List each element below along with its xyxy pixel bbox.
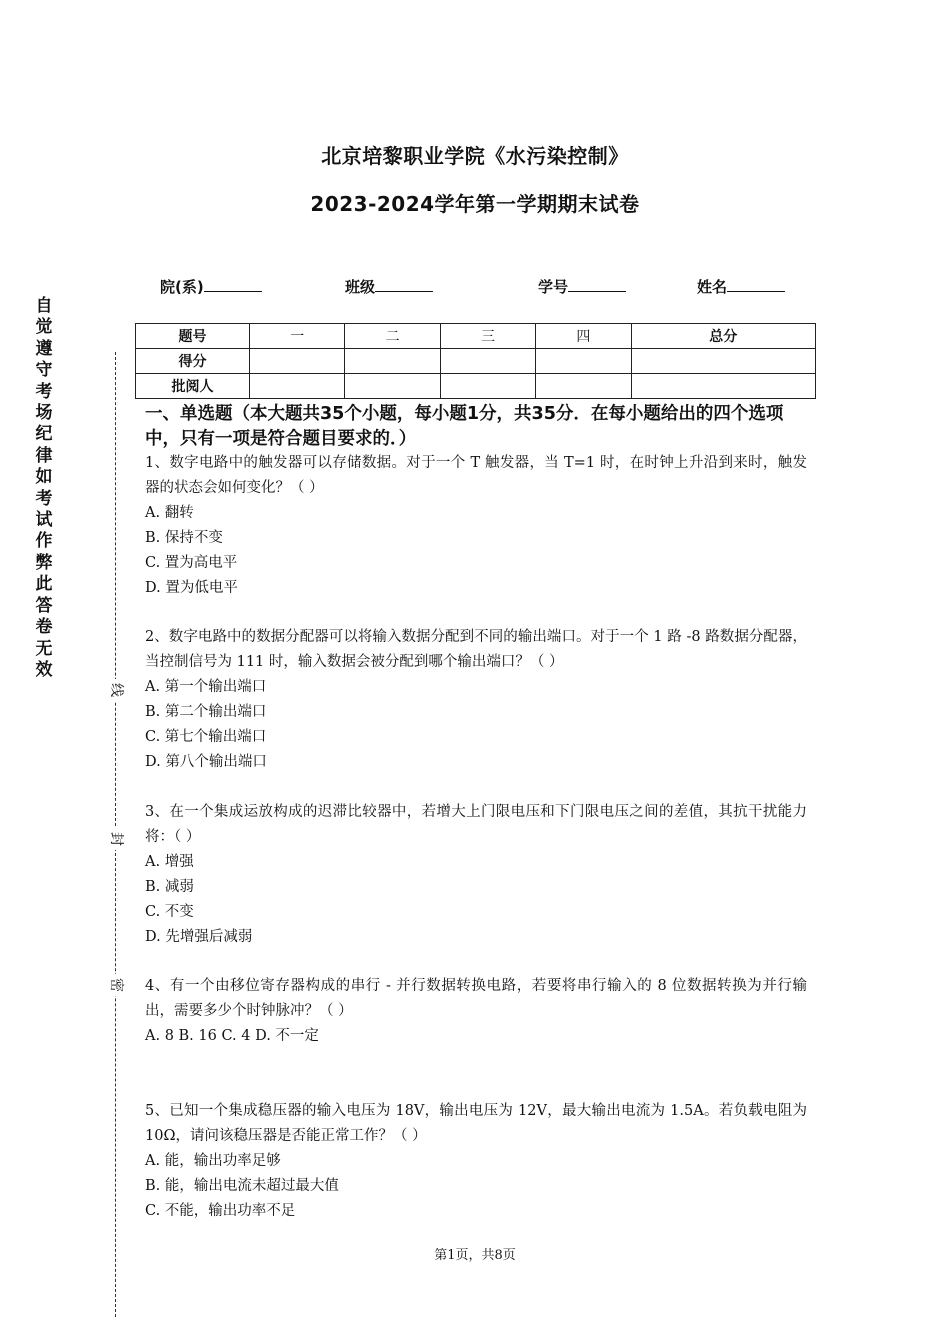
- option-b[interactable]: B. 保持不变: [145, 530, 223, 546]
- question-stem: 4、有一个由移位寄存器构成的串行 - 并行数据转换电路，若要将串行输入的 8 位数据转换为并行输出，需要多少个时钟脉冲？（ ）: [145, 978, 807, 1019]
- option-a[interactable]: A. 第一个输出端口: [145, 679, 267, 695]
- score-table-header-cell: 二: [345, 324, 440, 349]
- dept-field: [160, 276, 262, 297]
- reviewer-cell[interactable]: [631, 374, 815, 399]
- score-table: [135, 323, 816, 399]
- option-c[interactable]: C. 不能，输出功率不足: [145, 1203, 296, 1219]
- options-inline[interactable]: A. 8 B. 16 C. 4 D. 不一定: [145, 1028, 319, 1044]
- class-field: [345, 276, 433, 297]
- student-id-label: 学号: [538, 278, 569, 296]
- score-table-header-cell: 四: [536, 324, 631, 349]
- option-d[interactable]: D. 先增强后减弱: [145, 929, 253, 945]
- question-2: [145, 625, 807, 775]
- option-a[interactable]: A. 能，输出功率足够: [145, 1153, 281, 1169]
- score-row: [136, 349, 816, 374]
- class-blank[interactable]: [375, 277, 433, 292]
- score-cell[interactable]: [440, 349, 535, 374]
- seal-mark-secret: 密: [105, 974, 127, 996]
- section-heading: 一、单选题（本大题共35个小题，每小题1分，共35分．在每小题给出的四个选项中，只有一项是符合题目要求的．）: [145, 404, 784, 449]
- option-d[interactable]: D. 第八个输出端口: [145, 754, 267, 770]
- question-stem: 2、数字电路中的数据分配器可以将输入数据分配到不同的输出端口。对于一个 1 路 -8 路数据分配器，当控制信号为 111 时，输入数据会被分配到哪个输出端口？（ ）: [145, 629, 807, 670]
- score-cell[interactable]: [250, 349, 345, 374]
- option-a[interactable]: A. 翻转: [145, 505, 194, 521]
- question-stem: 1、数字电路中的触发器可以存储数据。对于一个 T 触发器，当 T=1 时，在时钟上升沿到来时，触发器的状态会如何变化？（ ）: [145, 455, 807, 496]
- question-4: [145, 974, 807, 1049]
- reviewer-cell[interactable]: [345, 374, 440, 399]
- score-table-header-cell: 三: [440, 324, 535, 349]
- dept-blank[interactable]: [204, 277, 262, 292]
- student-id-blank[interactable]: [568, 277, 626, 292]
- option-b[interactable]: B. 第二个输出端口: [145, 704, 267, 720]
- score-table-header-cell: 一: [250, 324, 345, 349]
- seal-mark-line: 线: [105, 679, 127, 701]
- name-label: 姓名: [697, 278, 728, 296]
- reviewer-cell[interactable]: [250, 374, 345, 399]
- option-b[interactable]: B. 减弱: [145, 879, 194, 895]
- seal-mark-seal: 封: [105, 828, 127, 850]
- dept-label: 院(系): [160, 278, 204, 296]
- option-c[interactable]: C. 置为高电平: [145, 555, 238, 571]
- question-stem: 3、在一个集成运放构成的迟滞比较器中，若增大上门限电压和下门限电压之间的差值，其抗干扰能力将：（ ）: [145, 804, 807, 845]
- reviewer-cell[interactable]: [536, 374, 631, 399]
- option-a[interactable]: A. 增强: [145, 854, 194, 870]
- page-number: 第1页，共8页: [434, 1248, 516, 1263]
- exam-discipline-warning: 自觉遵守考场纪律如考试作弊此答卷无效: [35, 296, 53, 680]
- question-stem: 5、已知一个集成稳压器的输入电压为 18V，输出电压为 12V，最大输出电流为 1.5A。若负载电阻为 10Ω，请问该稳压器是否能正常工作？（ ）: [145, 1103, 807, 1144]
- exam-subtitle: 2023-2024学年第一学期期末试卷: [310, 192, 640, 216]
- option-c[interactable]: C. 第七个输出端口: [145, 729, 267, 745]
- score-table-header-cell: 题号: [136, 324, 250, 349]
- option-c[interactable]: C. 不变: [145, 904, 194, 920]
- option-b[interactable]: B. 能，输出电流未超过最大值: [145, 1178, 339, 1194]
- score-row-label: 得分: [136, 349, 250, 374]
- reviewer-row: [136, 374, 816, 399]
- score-cell[interactable]: [631, 349, 815, 374]
- name-field: [697, 276, 785, 297]
- question-1: [145, 451, 807, 601]
- question-5: [145, 1099, 807, 1224]
- score-cell[interactable]: [536, 349, 631, 374]
- score-table-header-row: [136, 324, 816, 349]
- reviewer-cell[interactable]: [440, 374, 535, 399]
- score-cell[interactable]: [345, 349, 440, 374]
- reviewer-row-label: 批阅人: [136, 374, 250, 399]
- question-3: [145, 800, 807, 950]
- option-d[interactable]: D. 置为低电平: [145, 580, 238, 596]
- exam-title: 北京培黎职业学院《水污染控制》: [321, 144, 629, 168]
- student-id-field: [538, 276, 626, 297]
- name-blank[interactable]: [727, 277, 785, 292]
- class-label: 班级: [345, 278, 376, 296]
- score-table-header-cell: 总分: [631, 324, 815, 349]
